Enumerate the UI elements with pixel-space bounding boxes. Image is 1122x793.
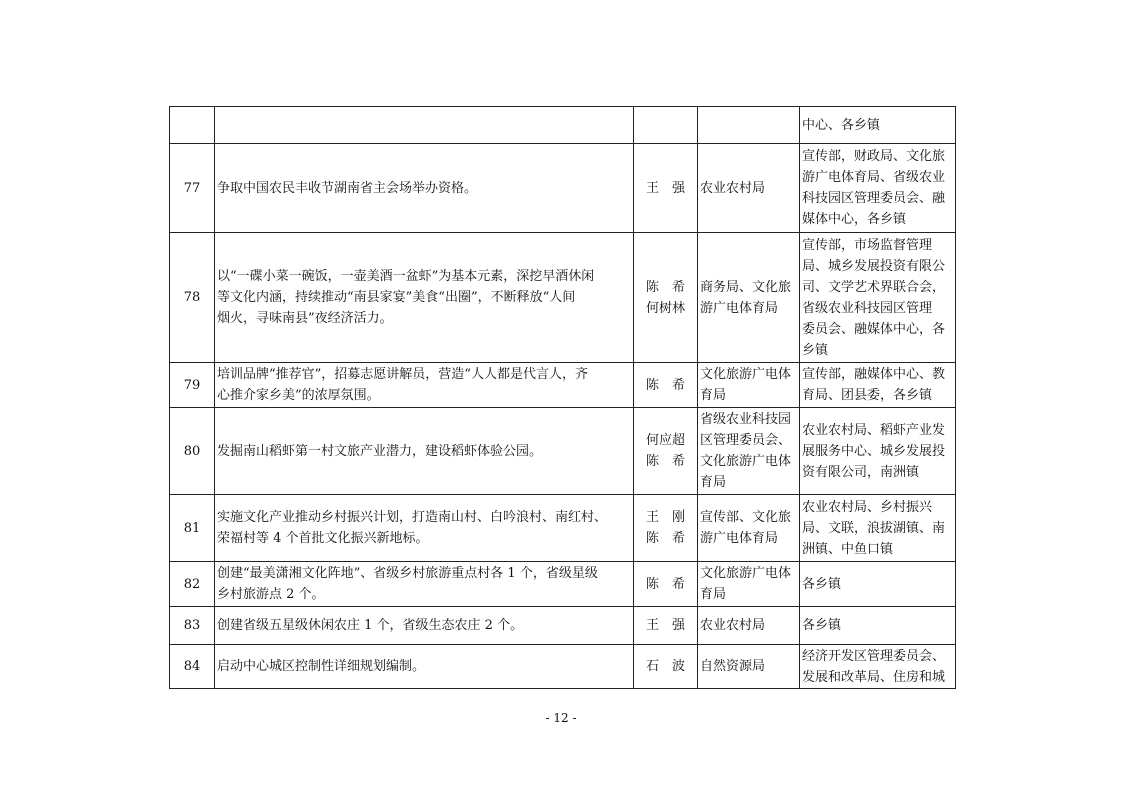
row-number: 82 [170,562,215,607]
row-number: 80 [170,408,215,495]
responsible-leader: 王 强 [634,144,698,233]
responsible-leader: 何应超 陈 希 [634,408,698,495]
lead-unit: 宣传部、文化旅 游广电体育局 [698,495,800,562]
row-number [170,107,215,144]
row-number: 78 [170,233,215,363]
table-row [170,645,956,689]
task-description: 实施文化产业推动乡村振兴计划，打造南山村、白吟浪村、南红村、 荣福村等 4 个首批文化振兴新地标。 [215,495,634,562]
table-row [170,607,956,645]
lead-unit [698,107,800,144]
cooperating-units: 宣传部，市场监督管理 局、城乡发展投资有限公 司、文学艺术界联合会， 省级农业科技园区管理 委员会、融媒体中心，各 乡镇 [800,233,956,363]
table-row [170,408,956,495]
responsible-leader [634,107,698,144]
cooperating-units: 各乡镇 [800,607,956,645]
page-number: - 12 - [545,711,577,725]
lead-unit: 省级农业科技园 区管理委员会、 文化旅游广电体 育局 [698,408,800,495]
task-description: 创建省级五星级休闲农庄 1 个，省级生态农庄 2 个。 [215,607,634,645]
task-description: 启动中心城区控制性详细规划编制。 [215,645,634,689]
cooperating-units: 宣传部，融媒体中心、教 育局、团县委，各乡镇 [800,363,956,408]
row-number: 84 [170,645,215,689]
responsible-leader: 陈 希 [634,562,698,607]
task-description: 争取中国农民丰收节湖南省主会场举办资格。 [215,144,634,233]
cooperating-units: 农业农村局、乡村振兴 局、文联，浪拔湖镇、南 洲镇、中鱼口镇 [800,495,956,562]
row-number: 79 [170,363,215,408]
lead-unit: 农业农村局 [698,607,800,645]
lead-unit: 自然资源局 [698,645,800,689]
cooperating-units: 经济开发区管理委员会、 发展和改革局、住房和城 [800,645,956,689]
table-row [170,107,956,144]
task-description: 培训品牌“推荐官”，招募志愿讲解员，营造“人人都是代言人，齐 心推介家乡美”的浓厚氛围。 [215,363,634,408]
table-row [170,495,956,562]
table-row [170,233,956,363]
row-number: 77 [170,144,215,233]
responsible-leader: 石 波 [634,645,698,689]
task-description: 以“一碟小菜一碗饭，一壶美酒一盆虾”为基本元素，深挖早酒休闲 等文化内涵，持续推动“南县家宴”美食“出圈”，不断释放“人间 烟火，寻味南县”夜经济活力。 [215,233,634,363]
task-table [169,106,956,689]
row-number: 83 [170,607,215,645]
responsible-leader: 陈 希 [634,363,698,408]
lead-unit: 农业农村局 [698,144,800,233]
responsible-leader: 王 刚 陈 希 [634,495,698,562]
table-row [170,562,956,607]
cooperating-units: 各乡镇 [800,562,956,607]
lead-unit: 商务局、文化旅 游广电体育局 [698,233,800,363]
task-description: 创建“最美潇湘文化阵地”、省级乡村旅游重点村各 1 个，省级星级 乡村旅游点 2 个。 [215,562,634,607]
responsible-leader: 王 强 [634,607,698,645]
cooperating-units: 宣传部，财政局、文化旅 游广电体育局、省级农业 科技园区管理委员会、融 媒体中心，各乡镇 [800,144,956,233]
responsible-leader: 陈 希 何树林 [634,233,698,363]
task-description [215,107,634,144]
table-row [170,363,956,408]
task-description: 发掘南山稻虾第一村文旅产业潜力，建设稻虾体验公园。 [215,408,634,495]
cooperating-units: 中心、各乡镇 [800,107,956,144]
lead-unit: 文化旅游广电体 育局 [698,562,800,607]
lead-unit: 文化旅游广电体 育局 [698,363,800,408]
cooperating-units: 农业农村局、稻虾产业发 展服务中心、城乡发展投 资有限公司，南洲镇 [800,408,956,495]
table-row [170,144,956,233]
row-number: 81 [170,495,215,562]
